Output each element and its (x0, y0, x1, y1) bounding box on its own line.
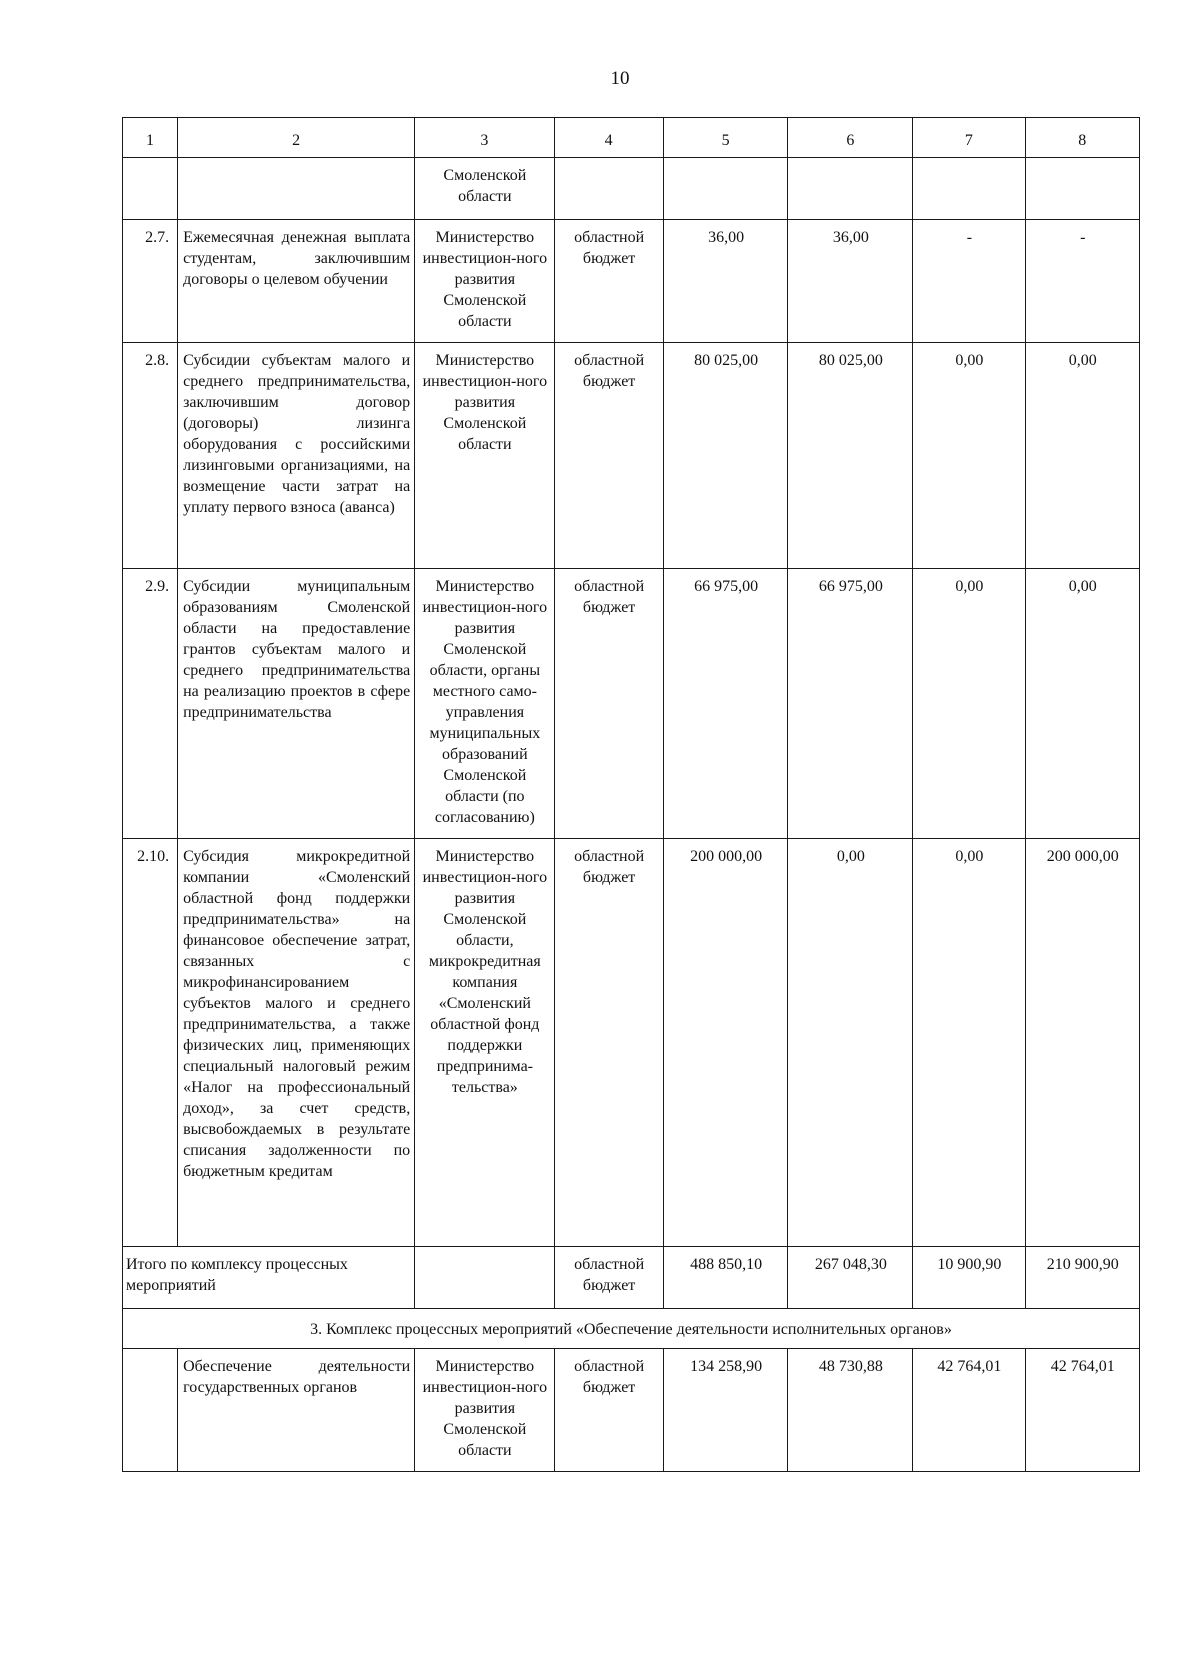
budget-table (122, 117, 1140, 1472)
table-row (123, 1349, 1140, 1472)
header-row (123, 118, 1140, 158)
subtotal-label: Итого по комплексу процессных мероприятий (123, 1247, 415, 1309)
header-cell-8: 8 (1025, 118, 1139, 158)
subtotal-row (123, 1247, 1140, 1309)
executor-cell: Смоленской области (415, 158, 554, 220)
table-row (123, 569, 1140, 839)
executor-cell: Министерство инвестицион-ного развития Смоленской области (415, 343, 554, 569)
continuation-row (123, 158, 1140, 220)
total-amount: 80 025,00 (663, 343, 788, 569)
activity-name: Ежемесячная денежная выплата студентам, заключившим договоры о целевом обучении (178, 220, 415, 343)
funding-source: областной бюджет (554, 569, 663, 839)
row-number: 2.7. (123, 220, 178, 343)
executor-cell: Министерство инвестицион-ного развития Смоленской области (415, 1349, 554, 1472)
year1-amount: 66 975,00 (788, 569, 913, 839)
executor-cell: Министерство инвестицион-ного развития Смоленской области, микрокредитная компания «Смоленский областной фонд поддержки предпринима-тельства» (415, 839, 554, 1247)
funding-source: областной бюджет (554, 343, 663, 569)
page-number: 10 (610, 68, 630, 89)
year1-amount: 80 025,00 (788, 343, 913, 569)
section-title: 3. Комплекс процессных мероприятий «Обеспечение деятельности исполнительных органов» (123, 1309, 1140, 1349)
row-number: 2.10. (123, 839, 178, 1247)
table-row (123, 343, 1140, 569)
year2-amount: 10 900,90 (913, 1247, 1025, 1309)
year1-amount: 0,00 (788, 839, 913, 1247)
year2-amount: 0,00 (913, 839, 1025, 1247)
year3-amount: 0,00 (1025, 569, 1139, 839)
year2-amount: - (913, 220, 1025, 343)
total-amount: 488 850,10 (663, 1247, 788, 1309)
funding-source: областной бюджет (554, 1349, 663, 1472)
section-header-row (123, 1309, 1140, 1349)
total-amount: 66 975,00 (663, 569, 788, 839)
year1-amount: 36,00 (788, 220, 913, 343)
year3-amount: - (1025, 220, 1139, 343)
year2-amount: 0,00 (913, 343, 1025, 569)
executor-cell: Министерство инвестицион-ного развития Смоленской области (415, 220, 554, 343)
header-cell-5: 5 (663, 118, 788, 158)
year3-amount: 210 900,90 (1025, 1247, 1139, 1309)
year2-amount: 0,00 (913, 569, 1025, 839)
header-cell-4: 4 (554, 118, 663, 158)
year2-amount: 42 764,01 (913, 1349, 1025, 1472)
row-number (123, 1349, 178, 1472)
year3-amount: 42 764,01 (1025, 1349, 1139, 1472)
row-number: 2.9. (123, 569, 178, 839)
header-cell-3: 3 (415, 118, 554, 158)
activity-name: Субсидии субъектам малого и среднего предпринимательства, заключившим договор (договоры) лизинга оборудования с российскими лизинговыми организациями, на возмещение части затрат на уплату первого взноса (аванса) (178, 343, 415, 569)
year3-amount: 0,00 (1025, 343, 1139, 569)
header-cell-6: 6 (788, 118, 913, 158)
table-row (123, 220, 1140, 343)
total-amount: 134 258,90 (663, 1349, 788, 1472)
header-cell-2: 2 (178, 118, 415, 158)
year1-amount: 267 048,30 (788, 1247, 913, 1309)
total-amount: 200 000,00 (663, 839, 788, 1247)
activity-name: Обеспечение деятельности государственных органов (178, 1349, 415, 1472)
funding-source: областной бюджет (554, 839, 663, 1247)
year1-amount: 48 730,88 (788, 1349, 913, 1472)
executor-cell: Министерство инвестицион-ного развития Смоленской области, органы местного само-управления муниципальных образований Смоленской области (по согласованию) (415, 569, 554, 839)
year3-amount: 200 000,00 (1025, 839, 1139, 1247)
activity-name: Субсидии муниципальным образованиям Смоленской области на предоставление грантов субъектам малого и среднего предпринимательства на реализацию проектов в сфере предпринимательства (178, 569, 415, 839)
funding-source: областной бюджет (554, 1247, 663, 1309)
table-row (123, 839, 1140, 1247)
funding-source: областной бюджет (554, 220, 663, 343)
row-number: 2.8. (123, 343, 178, 569)
header-cell-1: 1 (123, 118, 178, 158)
header-cell-7: 7 (913, 118, 1025, 158)
total-amount: 36,00 (663, 220, 788, 343)
activity-name: Субсидия микрокредитной компании «Смоленский областной фонд поддержки предпринимательства» на финансовое обеспечение затрат, связанных с микрофинансированием субъектов малого и среднего предпринимательства, а также физических лиц, применяющих специальный налоговый режим «Налог на профессиональный доход», за счет средств, высвобождаемых в результате списания задолженности по бюджетным кредитам (178, 839, 415, 1247)
